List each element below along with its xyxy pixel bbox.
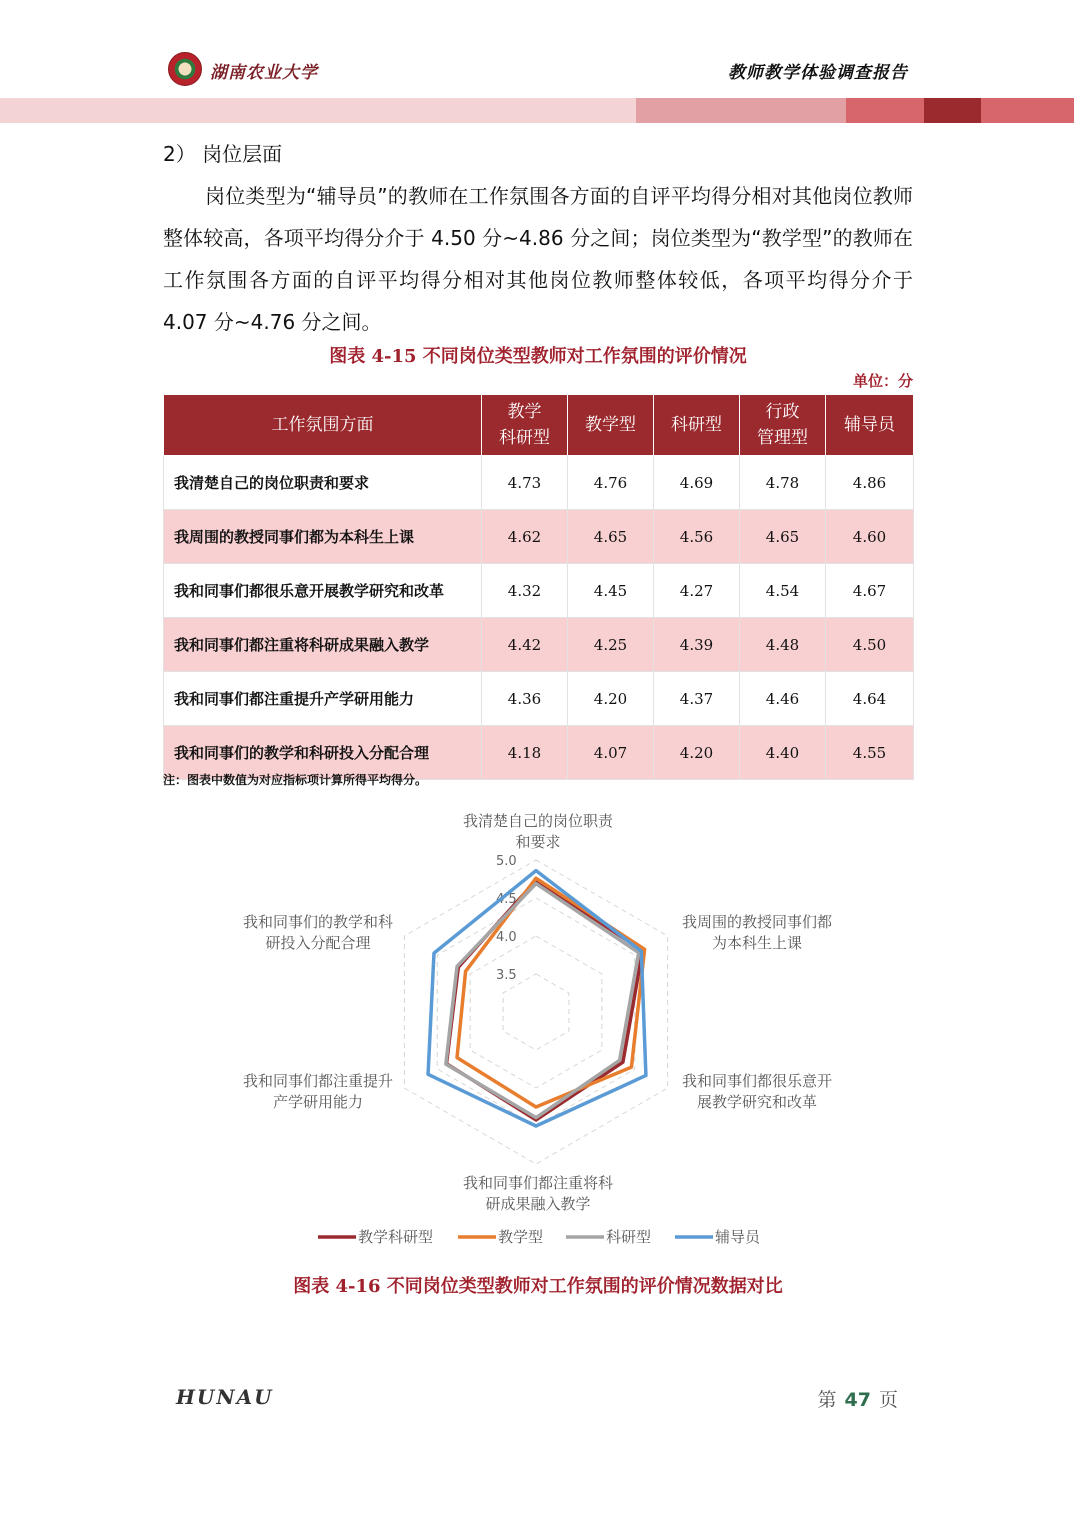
axis-label: 我和同事们的教学和科 — [242, 913, 394, 931]
axis-label: 研投入分配合理 — [265, 934, 371, 952]
table-note: 注：图表中数值为对应指标项计算所得平均得分。 — [163, 773, 428, 787]
cell-value: 4.25 — [568, 618, 654, 672]
cell-value: 4.65 — [568, 510, 654, 564]
legend-label: 教学科研型 — [358, 1228, 434, 1246]
axis-label: 我和同事们都很乐意开 — [681, 1072, 833, 1090]
cell-value: 4.65 — [740, 510, 826, 564]
university-name: 湖南农业大学 — [210, 63, 318, 83]
header-teaching-research: 教学 科研型 — [482, 395, 568, 456]
tick-label: 5.0 — [496, 854, 517, 869]
cell-value: 4.48 — [740, 618, 826, 672]
row-label: 我周围的教授同事们都为本科生上课 — [164, 510, 482, 564]
axis-label: 我周围的教授同事们都 — [681, 913, 833, 931]
axis-label: 研成果融入教学 — [485, 1195, 591, 1213]
tick-label: 3.5 — [496, 968, 517, 983]
page-number-value: 47 — [844, 1389, 871, 1411]
cell-value: 4.39 — [654, 618, 740, 672]
row-label: 我和同事们的教学和科研投入分配合理 — [164, 726, 482, 780]
cell-value: 4.40 — [740, 726, 826, 780]
row-label: 我清楚自己的岗位职责和要求 — [164, 456, 482, 510]
cell-value: 4.76 — [568, 456, 654, 510]
cell-value: 4.86 — [826, 456, 914, 510]
cell-value: 4.67 — [826, 564, 914, 618]
cell-value: 4.36 — [482, 672, 568, 726]
cell-value: 4.07 — [568, 726, 654, 780]
table-unit: 单位：分 — [852, 372, 913, 390]
cell-value: 4.50 — [826, 618, 914, 672]
cell-value: 4.42 — [482, 618, 568, 672]
report-title: 教师教学体验调查报告 — [728, 63, 908, 83]
axis-label: 产学研用能力 — [272, 1093, 364, 1111]
cell-value: 4.37 — [654, 672, 740, 726]
legend-label: 科研型 — [606, 1228, 652, 1246]
row-label: 我和同事们都很乐意开展教学研究和改革 — [164, 564, 482, 618]
page-number — [818, 1385, 898, 1412]
cell-value: 4.73 — [482, 456, 568, 510]
cell-value: 4.55 — [826, 726, 914, 780]
axis-label: 我和同事们都注重提升 — [242, 1072, 394, 1090]
section-title: 2） 岗位层面 — [163, 142, 283, 166]
grid-ring — [470, 936, 602, 1088]
section-paragraph: 岗位类型为“辅导员”的教师在工作氛围各方面的自评平均得分相对其他岗位教师整体较高，各项平均得分介于 4.50 分~4.86 分之间；岗位类型为“教学型”的教师在工作氛围各方面的自评平均得分相对其他岗位教师整体较低，各项平均得分介于 4.07 分~4.76 分之间。 — [163, 184, 913, 334]
tick-label: 4.5 — [496, 892, 517, 907]
header-aspect: 工作氛围方面 — [164, 395, 482, 456]
axis-label: 我和同事们都注重将科 — [462, 1174, 614, 1192]
cell-value: 4.69 — [654, 456, 740, 510]
footer-logo: HUNAU — [176, 1385, 274, 1409]
table-caption: 图表 4-15 不同岗位类型教师对工作氛围的评价情况 — [329, 346, 747, 367]
cell-value: 4.54 — [740, 564, 826, 618]
axis-label: 为本科生上课 — [711, 934, 803, 952]
cell-value: 4.18 — [482, 726, 568, 780]
legend-label: 教学型 — [498, 1228, 544, 1246]
header-research: 科研型 — [654, 395, 740, 456]
cell-value: 4.27 — [654, 564, 740, 618]
cell-value: 4.32 — [482, 564, 568, 618]
header-admin: 行政 管理型 — [740, 395, 826, 456]
cell-value: 4.56 — [654, 510, 740, 564]
cell-value: 4.20 — [568, 672, 654, 726]
row-label: 我和同事们都注重提升产学研用能力 — [164, 672, 482, 726]
grid-ring — [503, 974, 569, 1050]
cell-value: 4.46 — [740, 672, 826, 726]
header-counselor: 辅导员 — [826, 395, 914, 456]
legend-label: 辅导员 — [715, 1228, 761, 1246]
header-teaching: 教学型 — [568, 395, 654, 456]
cell-value: 4.62 — [482, 510, 568, 564]
series-line — [446, 881, 642, 1120]
axis-label: 展教学研究和改革 — [696, 1093, 818, 1111]
cell-value: 4.60 — [826, 510, 914, 564]
cell-value: 4.20 — [654, 726, 740, 780]
axis-label: 和要求 — [515, 833, 561, 851]
page-suffix: 页 — [878, 1389, 898, 1411]
row-label: 我和同事们都注重将科研成果融入教学 — [164, 618, 482, 672]
axis-label: 我清楚自己的岗位职责 — [462, 812, 614, 830]
cell-value: 4.64 — [826, 672, 914, 726]
tick-label: 4.0 — [496, 930, 517, 945]
chart-caption: 图表 4-16 不同岗位类型教师对工作氛围的评价情况数据对比 — [293, 1276, 783, 1297]
page-prefix: 第 — [817, 1389, 837, 1411]
cell-value: 4.78 — [740, 456, 826, 510]
cell-value: 4.45 — [568, 564, 654, 618]
